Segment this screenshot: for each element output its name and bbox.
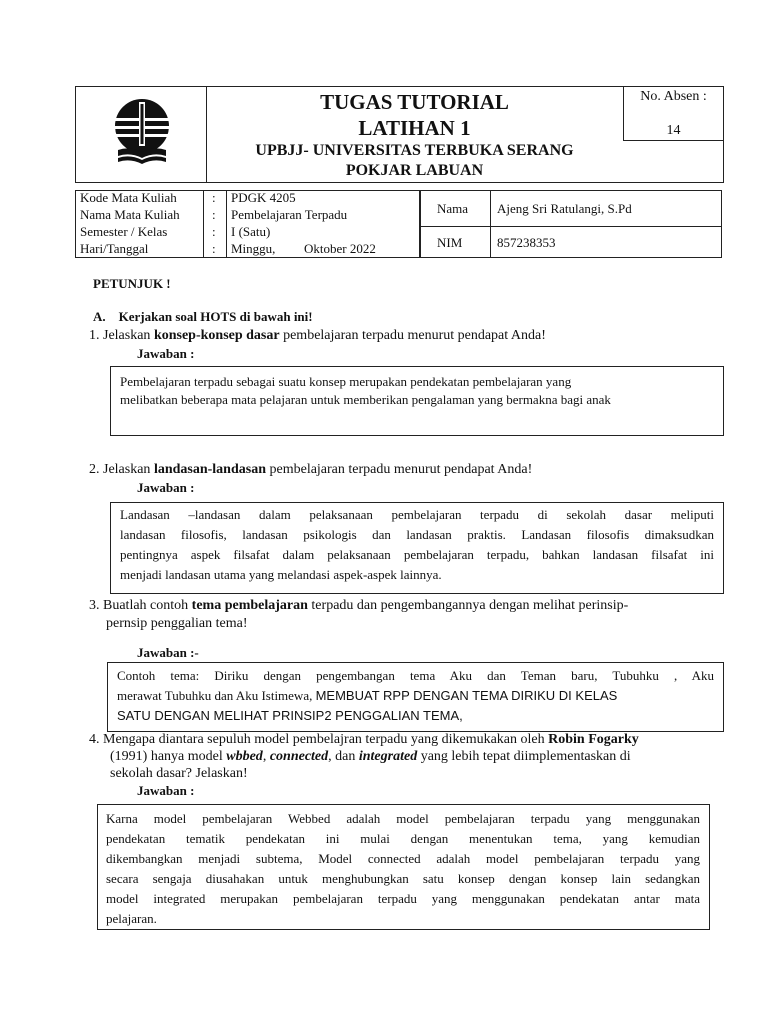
answer-label-1: Jawaban : xyxy=(137,346,195,361)
answer-4-line-3: dikembangkan menjadi subtema, Model connected adalah model pembelajaran terpadu yang xyxy=(106,851,700,866)
answer-label-2: Jawaban : xyxy=(137,480,195,495)
section-a-heading: A. Kerjakan soal HOTS di bawah ini! xyxy=(93,309,313,324)
info-colon-divider-right xyxy=(226,190,227,258)
document-subtitle: LATIHAN 1 xyxy=(358,116,471,140)
question-3-line-2: pernsip penggalian tema! xyxy=(106,616,248,631)
answer-3-line-1: Contoh tema: Diriku dengan pengembangan tema Aku dan Teman baru, Tubuhku , Aku xyxy=(117,668,714,683)
answer-3-line-3: SATU DENGAN MELIHAT PRINSIP2 PENGGALIAN TEMA, xyxy=(117,708,463,723)
colon: : xyxy=(212,241,216,256)
label-kode: Kode Mata Kuliah xyxy=(80,190,177,205)
answer-1-line-2: melibatkan beberapa mata pelajaran untuk memberikan pengalaman yang bermakna bagi anak xyxy=(120,392,611,407)
value-nama-mk: Pembelajaran Terpadu xyxy=(231,207,348,222)
label-semester: Semester / Kelas xyxy=(80,224,168,239)
answer-2-line-2: landasan filosofis, landasan psikologis dan landasan praktis. Landasan filosofis dimaksudkan xyxy=(120,527,714,542)
answer-2-line-1: Landasan –landasan dalam pelaksanaan pembelajaran terpadu di sekolah dasar meliputi xyxy=(120,507,714,522)
question-3: 3. Buatlah contoh tema pembelajaran terpadu dan pengembangannya dengan melihat perinsip- xyxy=(89,598,629,613)
question-2: 2. Jelaskan landasan-landasan pembelajaran terpadu menurut pendapat Anda! xyxy=(89,462,533,477)
label-hari: Hari/Tanggal xyxy=(80,241,149,256)
value-semester: I (Satu) xyxy=(231,224,271,239)
value-hari: Minggu, xyxy=(231,241,276,256)
value-kode: PDGK 4205 xyxy=(231,190,296,205)
institution-name: UPBJJ- UNIVERSITAS TERBUKA SERANG xyxy=(255,142,574,159)
answer-4-line-6: pelajaran. xyxy=(106,911,157,926)
nim-value: 857238353 xyxy=(497,235,556,250)
label-nama-mk: Nama Mata Kuliah xyxy=(80,207,180,222)
answer-label-3: Jawaban :- xyxy=(137,645,199,660)
absen-value: 14 xyxy=(666,123,681,138)
document-title: TUGAS TUTORIAL xyxy=(320,90,509,114)
answer-2-line-3: pentingnya aspek filsafat dalam pelaksanaan pembelajaran terpadu, bahkan landasan filsafat ini xyxy=(120,547,714,562)
unit-name: POKJAR LABUAN xyxy=(345,162,484,179)
question-1: 1. Jelaskan konsep-konsep dasar pembelajaran terpadu menurut pendapat Anda! xyxy=(89,328,546,343)
answer-label-4: Jawaban : xyxy=(137,783,195,798)
header-absen-bottom xyxy=(623,140,724,141)
absen-label: No. Absen : xyxy=(640,89,707,104)
nama-value: Ajeng Sri Ratulangi, S.Pd xyxy=(497,201,632,216)
info-colon-divider-left xyxy=(203,190,204,258)
student-info-divider xyxy=(490,190,491,258)
question-4-line-3: sekolah dasar? Jelaskan! xyxy=(110,766,248,781)
question-4-line-2: (1991) hanya model wbbed, connected, dan integrated yang lebih tepat diimplementaskan di xyxy=(110,749,631,764)
answer-4-line-2: pendekatan tematik pendekatan ini mulai dengan menentukan tema, yang kemudian xyxy=(106,831,700,846)
answer-4-line-4: secara sengaja diusahakan untuk menghubungkan satu konsep dengan konsep lain sedangkan xyxy=(106,871,700,886)
answer-3-line-2: merawat Tubuhku dan Aku Istimewa, MEMBUAT RPP DENGAN TEMA DIRIKU DI KELAS xyxy=(117,688,618,703)
instructions-heading: PETUNJUK ! xyxy=(93,276,171,291)
answer-2-line-4: menjadi landasan utama yang melandasi aspek-aspek lainnya. xyxy=(120,567,442,582)
university-logo-icon xyxy=(112,96,172,168)
answer-1-line-1: Pembelajaran terpadu sebagai suatu konsep merupakan pendekatan pembelajaran yang xyxy=(120,374,572,389)
colon: : xyxy=(212,207,216,222)
answer-4-line-5: model integrated merupakan pembelajaran terpadu yang menggunakan pendekatan antar mata xyxy=(106,891,700,906)
answer-4-line-1: Karna model pembelajaran Webbed adalah model pembelajaran terpadu yang menggunakan xyxy=(106,811,700,826)
nim-label: NIM xyxy=(437,235,463,250)
student-info-row-divider xyxy=(420,226,722,227)
question-4: 4. Mengapa diantara sepuluh model pembelajran terpadu yang dikemukakan oleh Robin Fogarky xyxy=(89,732,639,747)
value-tanggal: Oktober 2022 xyxy=(304,241,376,256)
colon: : xyxy=(212,190,216,205)
colon: : xyxy=(212,224,216,239)
nama-label: Nama xyxy=(437,201,469,216)
